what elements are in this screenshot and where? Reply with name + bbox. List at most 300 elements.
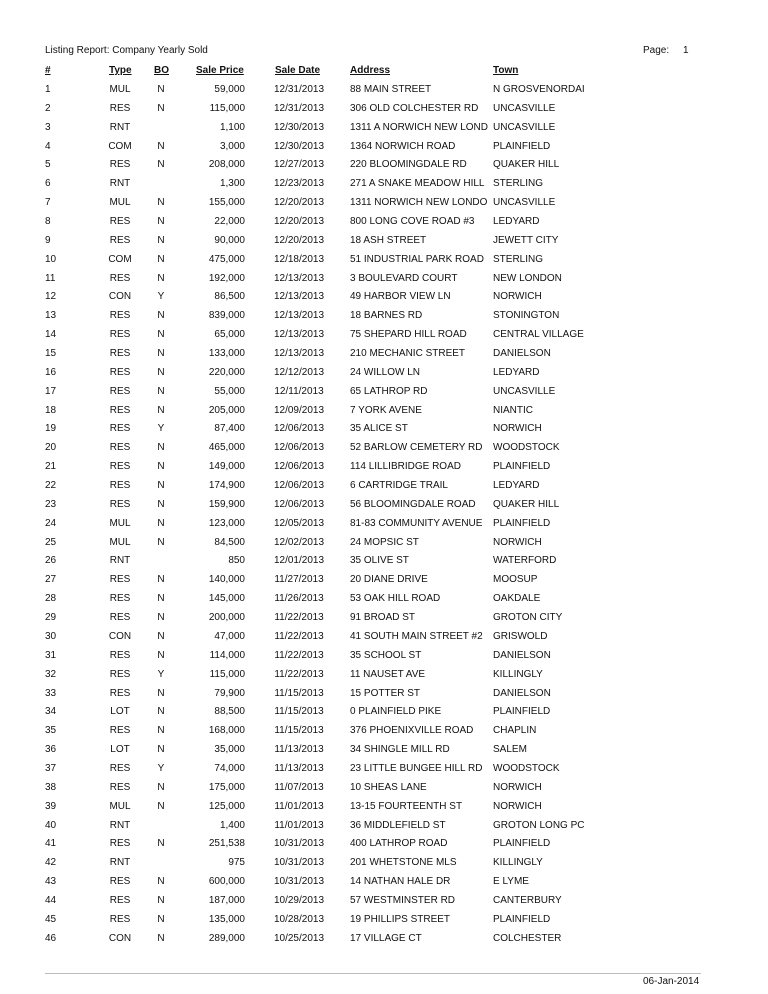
row-number-cell: 5 [45,159,51,171]
town-cell: SALEM [493,744,527,756]
row-number-cell: 29 [45,612,57,624]
bo-flag-cell: N [157,404,165,416]
sale-date-cell: 11/13/2013 [274,762,324,774]
address-cell: 56 BLOOMINGDALE ROAD [350,498,476,510]
property-type-cell: CON [108,630,132,642]
property-type-cell: RES [109,649,131,661]
property-type-cell: RNT [109,819,131,831]
row-number-cell: 2 [45,102,51,114]
listing-table-body [0,83,768,951]
property-type-cell: COM [108,140,132,152]
bo-flag-cell: N [157,838,165,850]
bo-flag-cell: N [157,574,165,586]
table-row [0,724,768,743]
sale-price-cell: 208,000 [208,159,245,171]
table-row [0,611,768,630]
property-type-cell: MUL [109,517,131,529]
row-number-cell: 33 [45,687,57,699]
table-row [0,649,768,668]
sale-price-cell: 125,000 [208,800,245,812]
address-cell: 14 NATHAN HALE DR [350,876,451,888]
property-type-cell: RES [109,668,131,680]
sale-date-cell: 12/30/2013 [273,121,325,133]
table-row [0,234,768,253]
row-number-cell: 17 [45,385,57,397]
sale-price-cell: 475,000 [208,253,245,265]
table-row [0,894,768,913]
town-cell: STONINGTON [493,310,560,322]
bo-flag-cell: N [157,894,165,906]
town-cell: PLAINFIELD [493,706,551,718]
table-row [0,630,768,649]
table-row [0,215,768,234]
sale-date-cell: 12/30/2013 [273,140,325,152]
address-cell: 400 LATHROP ROAD [350,838,448,850]
sale-price-cell: 220,000 [208,366,245,378]
bo-flag-cell: N [157,84,165,95]
address-cell: 271 A SNAKE MEADOW HILL [350,178,485,190]
bo-flag-cell: N [157,913,165,925]
town-cell: JEWETT CITY [493,234,559,246]
table-row [0,177,768,196]
sale-price-cell: 133,000 [208,348,245,360]
town-cell: LEDYARD [493,216,540,228]
row-number-cell: 10 [45,253,57,265]
address-cell: 306 OLD COLCHESTER RD [350,102,479,114]
bo-flag-cell: N [157,781,165,793]
town-cell: QUAKER HILL [493,498,560,510]
town-cell: MOOSUP [493,574,538,586]
sale-date-cell: 11/27/2013 [274,574,324,586]
sale-price-cell: 1,400 [219,819,245,831]
sale-date-cell: 12/13/2013 [273,348,325,360]
table-row [0,196,768,215]
table-row [0,347,768,366]
address-cell: 10 SHEAS LANE [350,781,427,793]
table-row [0,913,768,932]
column-header-bo: BO [154,65,169,76]
sale-date-cell: 12/06/2013 [273,498,325,510]
sale-date-cell: 12/27/2013 [273,159,325,171]
sale-date-cell: 12/20/2013 [273,197,325,209]
table-row [0,592,768,611]
town-cell: STERLING [493,253,544,265]
sale-price-cell: 205,000 [208,404,245,416]
address-cell: 52 BARLOW CEMETERY RD [350,442,483,454]
bo-flag-cell: N [157,649,165,661]
property-type-cell: MUL [109,84,131,95]
sale-price-cell: 975 [228,857,245,869]
row-number-cell: 30 [45,630,57,642]
sale-price-cell: 850 [228,555,245,567]
table-header [0,65,768,79]
sale-price-cell: 192,000 [208,272,245,284]
sale-date-cell: 12/31/2013 [273,102,325,114]
sale-price-cell: 200,000 [208,612,245,624]
town-cell: UNCASVILLE [493,102,556,114]
address-cell: 15 POTTER ST [350,687,421,699]
sale-date-cell: 10/31/2013 [273,857,325,869]
sale-date-cell: 10/25/2013 [273,932,325,944]
property-type-cell: RNT [109,857,131,869]
table-row [0,404,768,423]
table-row [0,762,768,781]
address-cell: 1311 NORWICH NEW LONDO [350,197,488,209]
address-cell: 65 LATHROP RD [350,385,428,397]
property-type-cell: RES [109,781,131,793]
address-cell: 88 MAIN STREET [350,84,432,95]
row-number-cell: 44 [45,894,57,906]
sale-date-cell: 11/07/2013 [274,781,324,793]
column-header-type: Type [109,65,132,76]
sale-price-cell: 1,300 [219,178,245,190]
table-row [0,819,768,838]
sale-price-cell: 839,000 [208,310,245,322]
sale-price-cell: 22,000 [214,216,245,228]
sale-date-cell: 12/13/2013 [273,291,325,303]
town-cell: CHAPLIN [493,725,537,737]
bo-flag-cell: N [157,932,165,944]
table-row [0,422,768,441]
address-cell: 24 MOPSIC ST [350,536,419,548]
property-type-cell: RES [109,894,131,906]
table-row [0,517,768,536]
sale-date-cell: 10/28/2013 [273,913,325,925]
address-cell: 75 SHEPARD HILL ROAD [350,329,467,341]
bo-flag-cell: Y [157,668,165,680]
row-number-cell: 19 [45,423,57,435]
property-type-cell: RNT [109,178,131,190]
property-type-cell: RES [109,480,131,492]
sale-date-cell: 11/22/2013 [274,612,324,624]
sale-date-cell: 10/29/2013 [273,894,325,906]
bo-flag-cell: N [157,461,165,473]
sale-date-cell: 11/22/2013 [274,668,324,680]
sale-date-cell: 12/05/2013 [273,517,325,529]
sale-price-cell: 74,000 [214,762,245,774]
property-type-cell: RES [109,498,131,510]
row-number-cell: 43 [45,876,57,888]
property-type-cell: RES [109,423,131,435]
row-number-cell: 27 [45,574,57,586]
property-type-cell: RES [109,725,131,737]
row-number-cell: 18 [45,404,57,416]
column-header-town: Town [493,65,519,76]
town-cell: UNCASVILLE [493,121,556,133]
property-type-cell: LOT [110,706,130,718]
bo-flag-cell: N [157,385,165,397]
town-cell: KILLINGLY [493,668,543,680]
bo-flag-cell: N [157,480,165,492]
sale-price-cell: 59,000 [214,84,245,95]
property-type-cell: RES [109,272,131,284]
sale-date-cell: 12/06/2013 [273,480,325,492]
sale-date-cell: 11/15/2013 [274,706,324,718]
property-type-cell: RES [109,442,131,454]
bo-flag-cell: N [157,706,165,718]
sale-date-cell: 12/02/2013 [273,536,325,548]
town-cell: PLAINFIELD [493,913,551,925]
bo-flag-cell: Y [157,291,165,303]
property-type-cell: MUL [109,536,131,548]
sale-date-cell: 12/13/2013 [273,310,325,322]
row-number-cell: 11 [45,272,56,284]
table-row [0,83,768,102]
bo-flag-cell: N [157,517,165,529]
town-cell: WATERFORD [493,555,557,567]
row-number-cell: 20 [45,442,57,454]
town-cell: DANIELSON [493,649,551,661]
address-cell: 91 BROAD ST [350,612,416,624]
sale-date-cell: 10/31/2013 [273,838,325,850]
bo-flag-cell: N [157,687,165,699]
address-cell: 18 ASH STREET [350,234,427,246]
property-type-cell: RES [109,913,131,925]
sale-date-cell: 12/23/2013 [273,178,325,190]
row-number-cell: 22 [45,480,57,492]
row-number-cell: 23 [45,498,57,510]
address-cell: 19 PHILLIPS STREET [350,913,451,925]
address-cell: 23 LITTLE BUNGEE HILL RD [350,762,483,774]
row-number-cell: 6 [45,178,51,190]
town-cell: DANIELSON [493,348,551,360]
row-number-cell: 9 [45,234,51,246]
sale-date-cell: 11/01/2013 [274,819,324,831]
sale-price-cell: 465,000 [208,442,245,454]
bo-flag-cell: N [157,348,165,360]
row-number-cell: 35 [45,725,57,737]
sale-date-cell: 10/31/2013 [273,876,325,888]
row-number-cell: 14 [45,329,57,341]
row-number-cell: 24 [45,517,57,529]
table-row [0,875,768,894]
sale-price-cell: 86,500 [214,291,245,303]
address-cell: 41 SOUTH MAIN STREET #2 [350,630,483,642]
property-type-cell: RES [109,102,131,114]
sale-date-cell: 12/12/2013 [273,366,325,378]
address-cell: 114 LILLIBRIDGE ROAD [350,461,461,473]
property-type-cell: RES [109,762,131,774]
table-row [0,441,768,460]
table-row [0,498,768,517]
sale-price-cell: 47,000 [214,630,245,642]
bo-flag-cell: N [157,216,165,228]
town-cell: UNCASVILLE [493,197,556,209]
sale-price-cell: 1,100 [219,121,245,133]
table-row [0,328,768,347]
property-type-cell: RES [109,404,131,416]
town-cell: NORWICH [493,291,542,303]
property-type-cell: RES [109,612,131,624]
property-type-cell: RES [109,329,131,341]
row-number-cell: 3 [45,121,51,133]
address-cell: 81-83 COMMUNITY AVENUE [350,517,483,529]
property-type-cell: MUL [109,197,131,209]
bo-flag-cell: N [157,498,165,510]
address-cell: 24 WILLOW LN [350,366,421,378]
address-cell: 35 OLIVE ST [350,555,409,567]
bo-flag-cell: N [157,630,165,642]
row-number-cell: 31 [45,649,57,661]
address-cell: 800 LONG COVE ROAD #3 [350,216,475,228]
row-number-cell: 45 [45,913,57,925]
town-cell: PLAINFIELD [493,461,551,473]
sale-date-cell: 12/13/2013 [273,329,325,341]
town-cell: KILLINGLY [493,857,543,869]
property-type-cell: RES [109,385,131,397]
property-type-cell: COM [108,253,132,265]
table-row [0,460,768,479]
property-type-cell: CON [108,932,132,944]
sale-price-cell: 145,000 [208,593,245,605]
row-number-cell: 12 [45,291,57,303]
bo-flag-cell: N [157,253,165,265]
bo-flag-cell: N [157,725,165,737]
address-cell: 53 OAK HILL ROAD [350,593,441,605]
address-cell: 13-15 FOURTEENTH ST [350,800,463,812]
page-label: Page: [643,45,670,56]
sale-price-cell: 174,900 [208,480,245,492]
table-row [0,837,768,856]
town-cell: CANTERBURY [493,894,562,906]
town-cell: NORWICH [493,800,542,812]
table-row [0,366,768,385]
row-number-cell: 7 [45,197,51,209]
sale-price-cell: 123,000 [208,517,245,529]
town-cell: LEDYARD [493,366,540,378]
column-header-sale-price: Sale Price [196,65,244,76]
bo-flag-cell: N [157,612,165,624]
town-cell: WOODSTOCK [493,762,560,774]
row-number-cell: 42 [45,857,57,869]
sale-date-cell: 11/22/2013 [274,649,324,661]
row-number-cell: 40 [45,819,57,831]
table-row [0,536,768,555]
bo-flag-cell: N [157,197,165,209]
town-cell: NEW LONDON [493,272,562,284]
row-number-cell: 41 [45,838,57,850]
address-cell: 57 WESTMINSTER RD [350,894,456,906]
row-number-cell: 25 [45,536,57,548]
address-cell: 11 NAUSET AVE [350,668,426,680]
town-cell: NORWICH [493,536,542,548]
property-type-cell: RES [109,234,131,246]
property-type-cell: RES [109,366,131,378]
table-row [0,253,768,272]
bo-flag-cell: Y [157,762,165,774]
address-cell: 35 SCHOOL ST [350,649,422,661]
row-number-cell: 37 [45,762,57,774]
bo-flag-cell: N [157,234,165,246]
row-number-cell: 4 [45,140,51,152]
sale-price-cell: 65,000 [214,329,245,341]
sale-price-cell: 87,400 [214,423,245,435]
address-cell: 51 INDUSTRIAL PARK ROAD [350,253,484,265]
address-cell: 18 BARNES RD [350,310,423,322]
row-number-cell: 36 [45,744,57,756]
property-type-cell: CON [108,291,132,303]
address-cell: 0 PLAINFIELD PIKE [350,706,442,718]
bo-flag-cell: N [157,272,165,284]
town-cell: E LYME [493,876,529,888]
table-row [0,705,768,724]
sale-date-cell: 11/13/2013 [274,744,324,756]
row-number-cell: 16 [45,366,57,378]
address-cell: 6 CARTRIDGE TRAIL [350,480,448,492]
address-cell: 35 ALICE ST [350,423,408,435]
sale-price-cell: 159,900 [208,498,245,510]
town-cell: OAKDALE [493,593,541,605]
sale-price-cell: 251,538 [208,838,245,850]
address-cell: 17 VILLAGE CT [350,932,422,944]
row-number-cell: 26 [45,555,57,567]
bo-flag-cell: N [157,800,165,812]
sale-date-cell: 11/01/2013 [274,800,324,812]
sale-date-cell: 12/09/2013 [273,404,325,416]
row-number-cell: 1 [45,84,51,95]
bo-flag-cell: N [157,159,165,171]
column-header-address: Address [350,65,391,76]
town-cell: NORWICH [493,423,542,435]
row-number-cell: 46 [45,932,57,944]
property-type-cell: MUL [109,800,131,812]
property-type-cell: RES [109,593,131,605]
property-type-cell: RES [109,876,131,888]
address-cell: 34 SHINGLE MILL RD [350,744,450,756]
row-number-cell: 39 [45,800,57,812]
property-type-cell: RES [109,310,131,322]
address-cell: 49 HARBOR VIEW LN [350,291,451,303]
table-row [0,687,768,706]
address-cell: 1364 NORWICH ROAD [350,140,456,152]
table-row [0,800,768,819]
sale-date-cell: 12/11/2013 [274,385,324,397]
town-cell: WOODSTOCK [493,442,560,454]
table-row [0,102,768,121]
sale-date-cell: 12/31/2013 [273,84,325,95]
town-cell: NIANTIC [493,404,533,416]
bo-flag-cell: N [157,744,165,756]
table-row [0,121,768,140]
sale-price-cell: 35,000 [214,744,245,756]
sale-price-cell: 115,000 [209,668,245,680]
town-cell: GROTON LONG PC [493,819,585,831]
address-cell: 36 MIDDLEFIELD ST [350,819,446,831]
sale-price-cell: 289,000 [208,932,245,944]
bo-flag-cell: N [157,366,165,378]
town-cell: QUAKER HILL [493,159,560,171]
column-header-number: # [45,65,51,76]
sale-date-cell: 12/06/2013 [273,423,325,435]
address-cell: 220 BLOOMINGDALE RD [350,159,467,171]
footer-date: 06-Jan-2014 [643,976,700,987]
town-cell: NORWICH [493,781,542,793]
sale-price-cell: 175,000 [208,781,245,793]
bo-flag-cell: Y [157,423,165,435]
address-cell: 1311 A NORWICH NEW LOND [350,121,488,133]
bo-flag-cell: N [157,442,165,454]
row-number-cell: 34 [45,706,57,718]
row-number-cell: 13 [45,310,57,322]
property-type-cell: RES [109,159,131,171]
property-type-cell: RES [109,838,131,850]
town-cell: STERLING [493,178,544,190]
row-number-cell: 21 [45,461,57,473]
sale-date-cell: 12/20/2013 [273,234,325,246]
property-type-cell: RES [109,574,131,586]
town-cell: LEDYARD [493,480,540,492]
table-row [0,554,768,573]
